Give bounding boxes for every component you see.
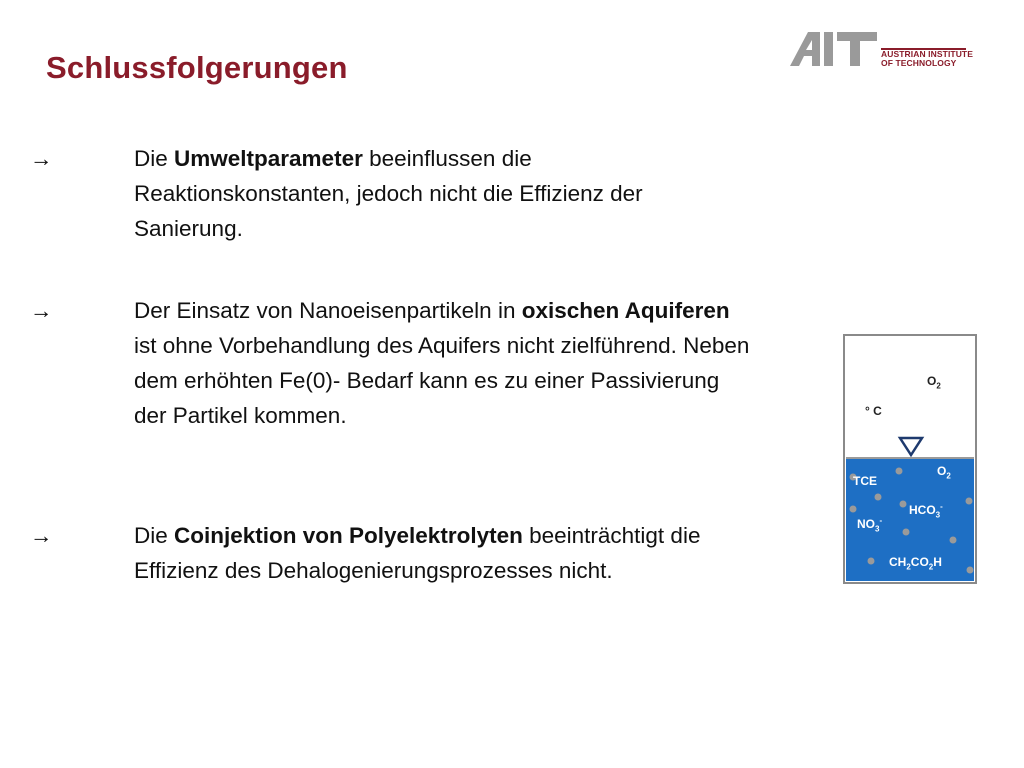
bullet-text-post: beeinflussen die Reaktionskonstanten, jedoch nicht die Effizienz der Sanierung. (134, 146, 643, 241)
arrow-icon: → (30, 298, 53, 323)
logo-line-2: OF TECHNOLOGY (881, 58, 957, 68)
particle (967, 567, 974, 574)
particle (966, 498, 973, 505)
nitrate-label: $NO_3^-$ (857, 516, 883, 534)
bullet-oxische-aquifere (30, 293, 750, 433)
bullet-text-pre: Der Einsatz von Nanoeisenpartikeln in (134, 298, 522, 323)
bullet-text (134, 518, 750, 588)
particle (868, 558, 875, 565)
bicarbonate-label: $HCO_3^-$ (909, 502, 943, 520)
ait-logo-text (881, 50, 973, 68)
particle (875, 494, 882, 501)
bullet-text-bold: Coinjektion von Polyelektrolyten (174, 523, 523, 548)
aquifer-diagram-graphic (843, 334, 977, 584)
bullet-umweltparameter (30, 141, 750, 246)
bullet-text (134, 141, 750, 246)
bullet-text (134, 293, 750, 433)
bullet-text-post: beeinträchtigt die Effizienz des Dehalogenierungsprozesses nicht. (134, 523, 701, 583)
arrow-icon: → (30, 146, 53, 171)
bullet-text-pre: Die (134, 523, 175, 548)
water-oxygen-label: $O_2$ (937, 464, 951, 481)
bullet-text-bold: Umweltparameter (174, 146, 363, 171)
tce-label: TCE (853, 474, 877, 488)
bullet-text-pre: Die (134, 146, 175, 171)
aquifer-diagram (843, 334, 977, 584)
particle (896, 468, 903, 475)
bullet-text-bold: oxischen Aquiferen (521, 298, 730, 323)
logo-line-1: AUSTRIAN INSTITUTE (881, 49, 973, 59)
page-title: Schlussfolgerungen (46, 50, 348, 85)
particle (900, 501, 907, 508)
arrow-icon: → (30, 523, 53, 548)
air-oxygen-label: $O_2$ (927, 374, 941, 391)
particle (903, 529, 910, 536)
bullet-coinjektion (30, 518, 750, 588)
acetic-acid-label: $CH_2CO_2H$ (889, 555, 942, 572)
particle (950, 537, 957, 544)
particle (850, 506, 857, 513)
bullet-text-post: ist ohne Vorbehandlung des Aquifers nicht zielführend. Neben dem erhöhten Fe(0)- Bedarf kann es zu einer Passivierung der Partikel kommen. (134, 333, 750, 428)
temperature-label: ° C (865, 404, 882, 418)
